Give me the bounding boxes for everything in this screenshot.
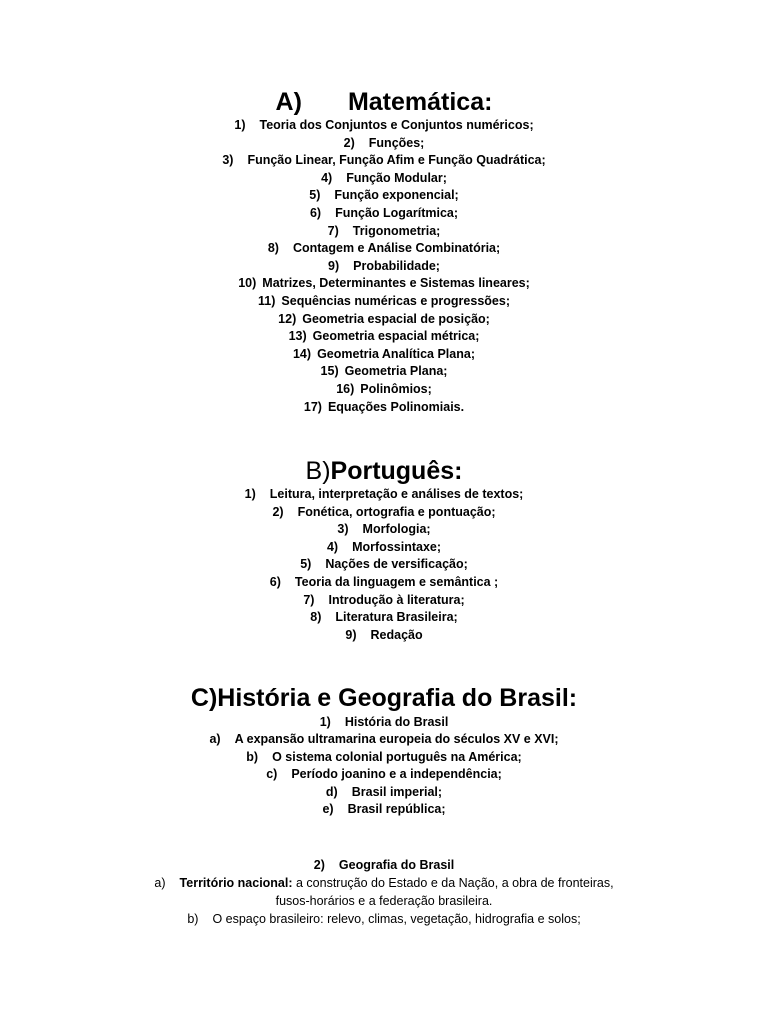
list-number: 7) (327, 223, 339, 238)
list-text: Leitura, interpretação e análises de textos; (269, 487, 524, 501)
list-number: 8) (310, 610, 322, 625)
list-text: Geometria espacial métrica; (312, 329, 480, 344)
list-item (0, 627, 768, 645)
list-text: Geometria Plana; (344, 364, 448, 379)
list-number: 9) (345, 627, 357, 642)
heading-title: Matemática: (347, 88, 493, 116)
list-number: 6) (269, 575, 281, 589)
list-text: Introdução à literatura; (328, 592, 465, 607)
list-item (0, 556, 768, 574)
list-item (0, 363, 768, 381)
list-text: Brasil república; (347, 802, 446, 817)
list-text: Polinômios; (360, 382, 432, 396)
list-number: 14) (292, 346, 312, 361)
list-number: 1) (234, 118, 246, 132)
list-item (0, 539, 768, 557)
subheading-geografia-do-brasil (0, 857, 768, 875)
list-text: Brasil imperial; (351, 784, 443, 799)
list-text: Probabilidade; (353, 258, 440, 273)
list-text: Nações de versificação; (325, 557, 468, 572)
list-item (0, 205, 768, 223)
list-number: 2) (343, 135, 355, 150)
list-item (0, 521, 768, 539)
list-item (0, 784, 768, 802)
list-number: b) (246, 749, 259, 764)
heading-matematica (0, 87, 768, 117)
list-number: 4) (321, 170, 333, 185)
list-number: 3) (222, 153, 234, 168)
list-item (0, 731, 768, 749)
list-text: Contagem e Análise Combinatória; (292, 241, 501, 256)
geo-item-a (0, 875, 768, 893)
heading-portugues (0, 456, 768, 486)
list-number: c) (266, 767, 278, 782)
heading-title: Português: (330, 457, 463, 485)
geo-item-b (0, 911, 768, 929)
list-number: 8) (267, 241, 279, 256)
list-number: 4) (326, 539, 339, 554)
list-text: Funções; (368, 135, 425, 150)
list-item (0, 766, 768, 784)
list-number: 1) (319, 715, 331, 729)
geo-item-a-continued (0, 893, 768, 911)
list-number: 5) (300, 557, 312, 572)
geo-item-bold: Território nacional: (179, 876, 293, 890)
list-text: Morfossintaxe; (352, 539, 442, 554)
list-number: 2) (313, 858, 325, 872)
list-text: Função Logarítmica; (335, 206, 459, 220)
list-item (0, 258, 768, 276)
list-item (0, 187, 768, 205)
list-number: 2) (272, 504, 284, 519)
list-text: Geografia do Brasil (338, 858, 455, 872)
list-item (0, 240, 768, 258)
list-number: d) (325, 784, 338, 799)
list-item (0, 801, 768, 819)
list-text: Teoria da linguagem e semântica ; (294, 575, 499, 589)
list-number: e) (322, 802, 334, 817)
list-number: 6) (309, 206, 322, 220)
list-text: Redação (370, 627, 423, 642)
list-item (0, 135, 768, 153)
list-text: Período joanino e a independência; (291, 767, 502, 782)
list-text: Geometria espacial de posição; (302, 311, 490, 326)
list-item (0, 311, 768, 329)
list-number: 11) (258, 294, 276, 308)
heading-letter: A) (275, 88, 302, 116)
list-number: 12) (278, 311, 297, 326)
list-text: Função Linear, Função Afim e Função Quadrática; (247, 153, 546, 168)
list-number: a) (154, 876, 166, 890)
list-text: O espaço brasileiro: relevo, climas, vegetação, hidrografia e solos; (212, 912, 581, 926)
list-number: 10) (238, 276, 257, 291)
list-item (0, 381, 768, 399)
list-number: a) (209, 732, 221, 746)
list-item (0, 399, 768, 417)
heading-historia (0, 683, 768, 713)
list-item (0, 328, 768, 346)
list-number: 16) (336, 382, 355, 396)
heading-letter: B) (305, 457, 331, 485)
list-text: História do Brasil (344, 715, 449, 729)
list-text: fusos-horários e a federação brasileira. (275, 894, 493, 908)
heading-letter: C) (190, 684, 218, 712)
list-number: 17) (303, 399, 322, 414)
heading-title: História e Geografia do Brasil: (217, 684, 578, 712)
list-text: Fonética, ortografia e pontuação; (297, 504, 496, 519)
list-item (0, 152, 768, 170)
list-item (0, 275, 768, 293)
list-text: Literatura Brasileira; (335, 610, 458, 625)
list-text: Morfologia; (362, 522, 431, 537)
list-number: 5) (309, 188, 321, 203)
list-item (0, 609, 768, 627)
list-number: 1) (244, 487, 256, 501)
list-number: b) (187, 912, 199, 926)
subheading-historia-do-brasil (0, 714, 768, 732)
list-number: 15) (320, 364, 339, 379)
list-text: O sistema colonial português na América; (272, 749, 522, 764)
list-item (0, 592, 768, 610)
list-item (0, 574, 768, 592)
list-text: Trigonometria; (352, 223, 441, 238)
list-item (0, 117, 768, 135)
list-item (0, 486, 768, 504)
list-text: Equações Polinomiais. (327, 399, 465, 414)
list-item (0, 293, 768, 311)
list-item (0, 346, 768, 364)
list-item (0, 223, 768, 241)
list-number: 13) (288, 329, 307, 344)
list-item (0, 170, 768, 188)
list-text: Teoria dos Conjuntos e Conjuntos numéricos; (259, 118, 534, 132)
list-text: Função exponencial; (334, 188, 459, 203)
list-text: Geometria Analítica Plana; (317, 346, 475, 361)
list-text: a construção do Estado e da Nação, a obra de fronteiras, (292, 876, 614, 890)
list-text: Função Modular; (346, 170, 447, 185)
list-text: Sequências numéricas e progressões; (281, 294, 510, 308)
list-number: 7) (303, 592, 315, 607)
list-item (0, 749, 768, 767)
list-text: Matrizes, Determinantes e Sistemas lineares; (262, 276, 530, 291)
list-item (0, 504, 768, 522)
list-number: 9) (328, 258, 340, 273)
list-text: A expansão ultramarina europeia do séculos XV e XVI; (234, 732, 559, 746)
list-number: 3) (337, 522, 349, 537)
